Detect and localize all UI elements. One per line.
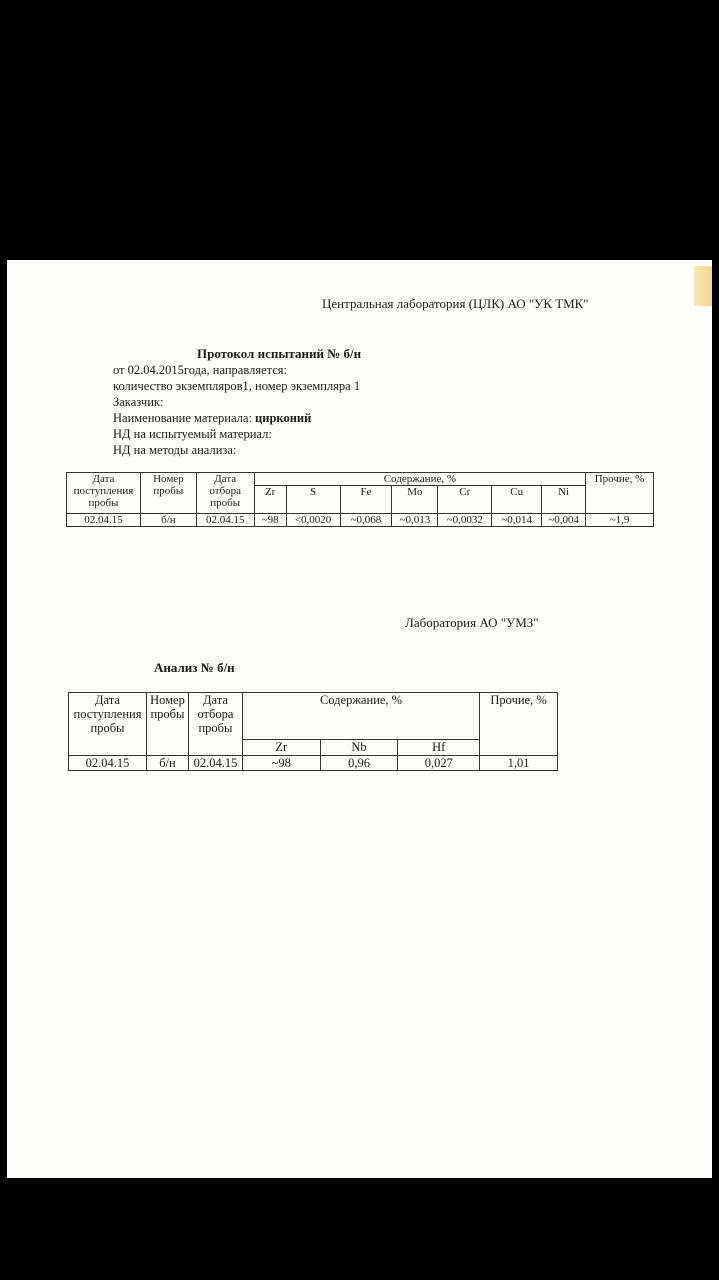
document-page xyxy=(7,260,712,1178)
element-zr: Zr xyxy=(242,739,320,756)
element-ni: Ni xyxy=(542,486,586,514)
cell-date-sampled: 02.04.15 xyxy=(188,756,242,771)
cell-other: 1,01 xyxy=(480,756,558,771)
nd-methods-line: НД на методы анализа: xyxy=(113,443,237,457)
cell-date-sampled: 02.04.15 xyxy=(196,514,254,527)
lab-header-umz: Лаборатория АО "УМЗ" xyxy=(405,615,539,630)
customer-line: Заказчик: xyxy=(113,395,164,409)
cell-sample-number: б/н xyxy=(140,514,196,527)
header-content: Содержание, % xyxy=(242,693,479,740)
protocol-title: Протокол испытаний № б/н xyxy=(197,346,362,361)
material-label: Наименование материала: xyxy=(113,411,256,425)
element-cr: Cr xyxy=(438,486,492,514)
header-content: Содержание, % xyxy=(254,473,585,486)
header-date-received: Дата поступления пробы xyxy=(67,473,141,514)
analysis-title: Анализ № б/н xyxy=(154,660,235,675)
element-fe: Fe xyxy=(340,486,392,514)
header-date-sampled: Дата отбора пробы xyxy=(188,693,242,740)
header-sample-number: Номер пробы xyxy=(146,693,188,756)
cell-hf: 0,027 xyxy=(398,756,480,771)
element-zr: Zr xyxy=(254,486,286,514)
header-spacer xyxy=(188,739,242,756)
cell-cr: ~0,0032 xyxy=(438,514,492,527)
sticky-note-tab xyxy=(694,266,712,306)
header-other: Прочие, % xyxy=(480,693,558,756)
element-hf: Hf xyxy=(398,739,480,756)
cell-zr: ~98 xyxy=(254,514,286,527)
cell-sample-number: б/н xyxy=(146,756,188,771)
cell-zr: ~98 xyxy=(242,756,320,771)
cell-date-received: 02.04.15 xyxy=(67,514,141,527)
cell-cu: ~0,014 xyxy=(492,514,542,527)
cell-fe: ~0,068 xyxy=(340,514,392,527)
cell-s: <0,0020 xyxy=(286,514,340,527)
cell-other: ~1,9 xyxy=(586,514,654,527)
header-sample-number: Номер пробы xyxy=(140,473,196,514)
element-s: S xyxy=(286,486,340,514)
copies-line: количество экземпляров1, номер экземпляра 1 xyxy=(113,379,361,393)
header-date-sampled: Дата отбора пробы xyxy=(196,473,254,514)
results-table-umz xyxy=(68,692,558,771)
material-value: цирконий xyxy=(255,411,312,425)
nd-material-line: НД на испытуемый материал: xyxy=(113,427,272,441)
element-mo: Mo xyxy=(392,486,438,514)
element-nb: Nb xyxy=(320,739,398,756)
cell-mo: ~0,013 xyxy=(392,514,438,527)
lab-header-tmk: Центральная лаборатория (ЦЛК) АО "УК ТМК" xyxy=(322,296,589,311)
cell-nb: 0,96 xyxy=(320,756,398,771)
header-date-received: Дата поступления пробы xyxy=(69,693,147,756)
table-row xyxy=(69,756,558,771)
table-row xyxy=(67,514,654,527)
element-cu: Cu xyxy=(492,486,542,514)
material-line xyxy=(113,410,311,426)
cell-ni: ~0,004 xyxy=(542,514,586,527)
protocol-date-line: от 02.04.2015года, направляется: xyxy=(113,363,288,377)
results-table-tmk xyxy=(66,472,654,527)
header-other: Прочие, % xyxy=(586,473,654,514)
cell-date-received: 02.04.15 xyxy=(69,756,147,771)
